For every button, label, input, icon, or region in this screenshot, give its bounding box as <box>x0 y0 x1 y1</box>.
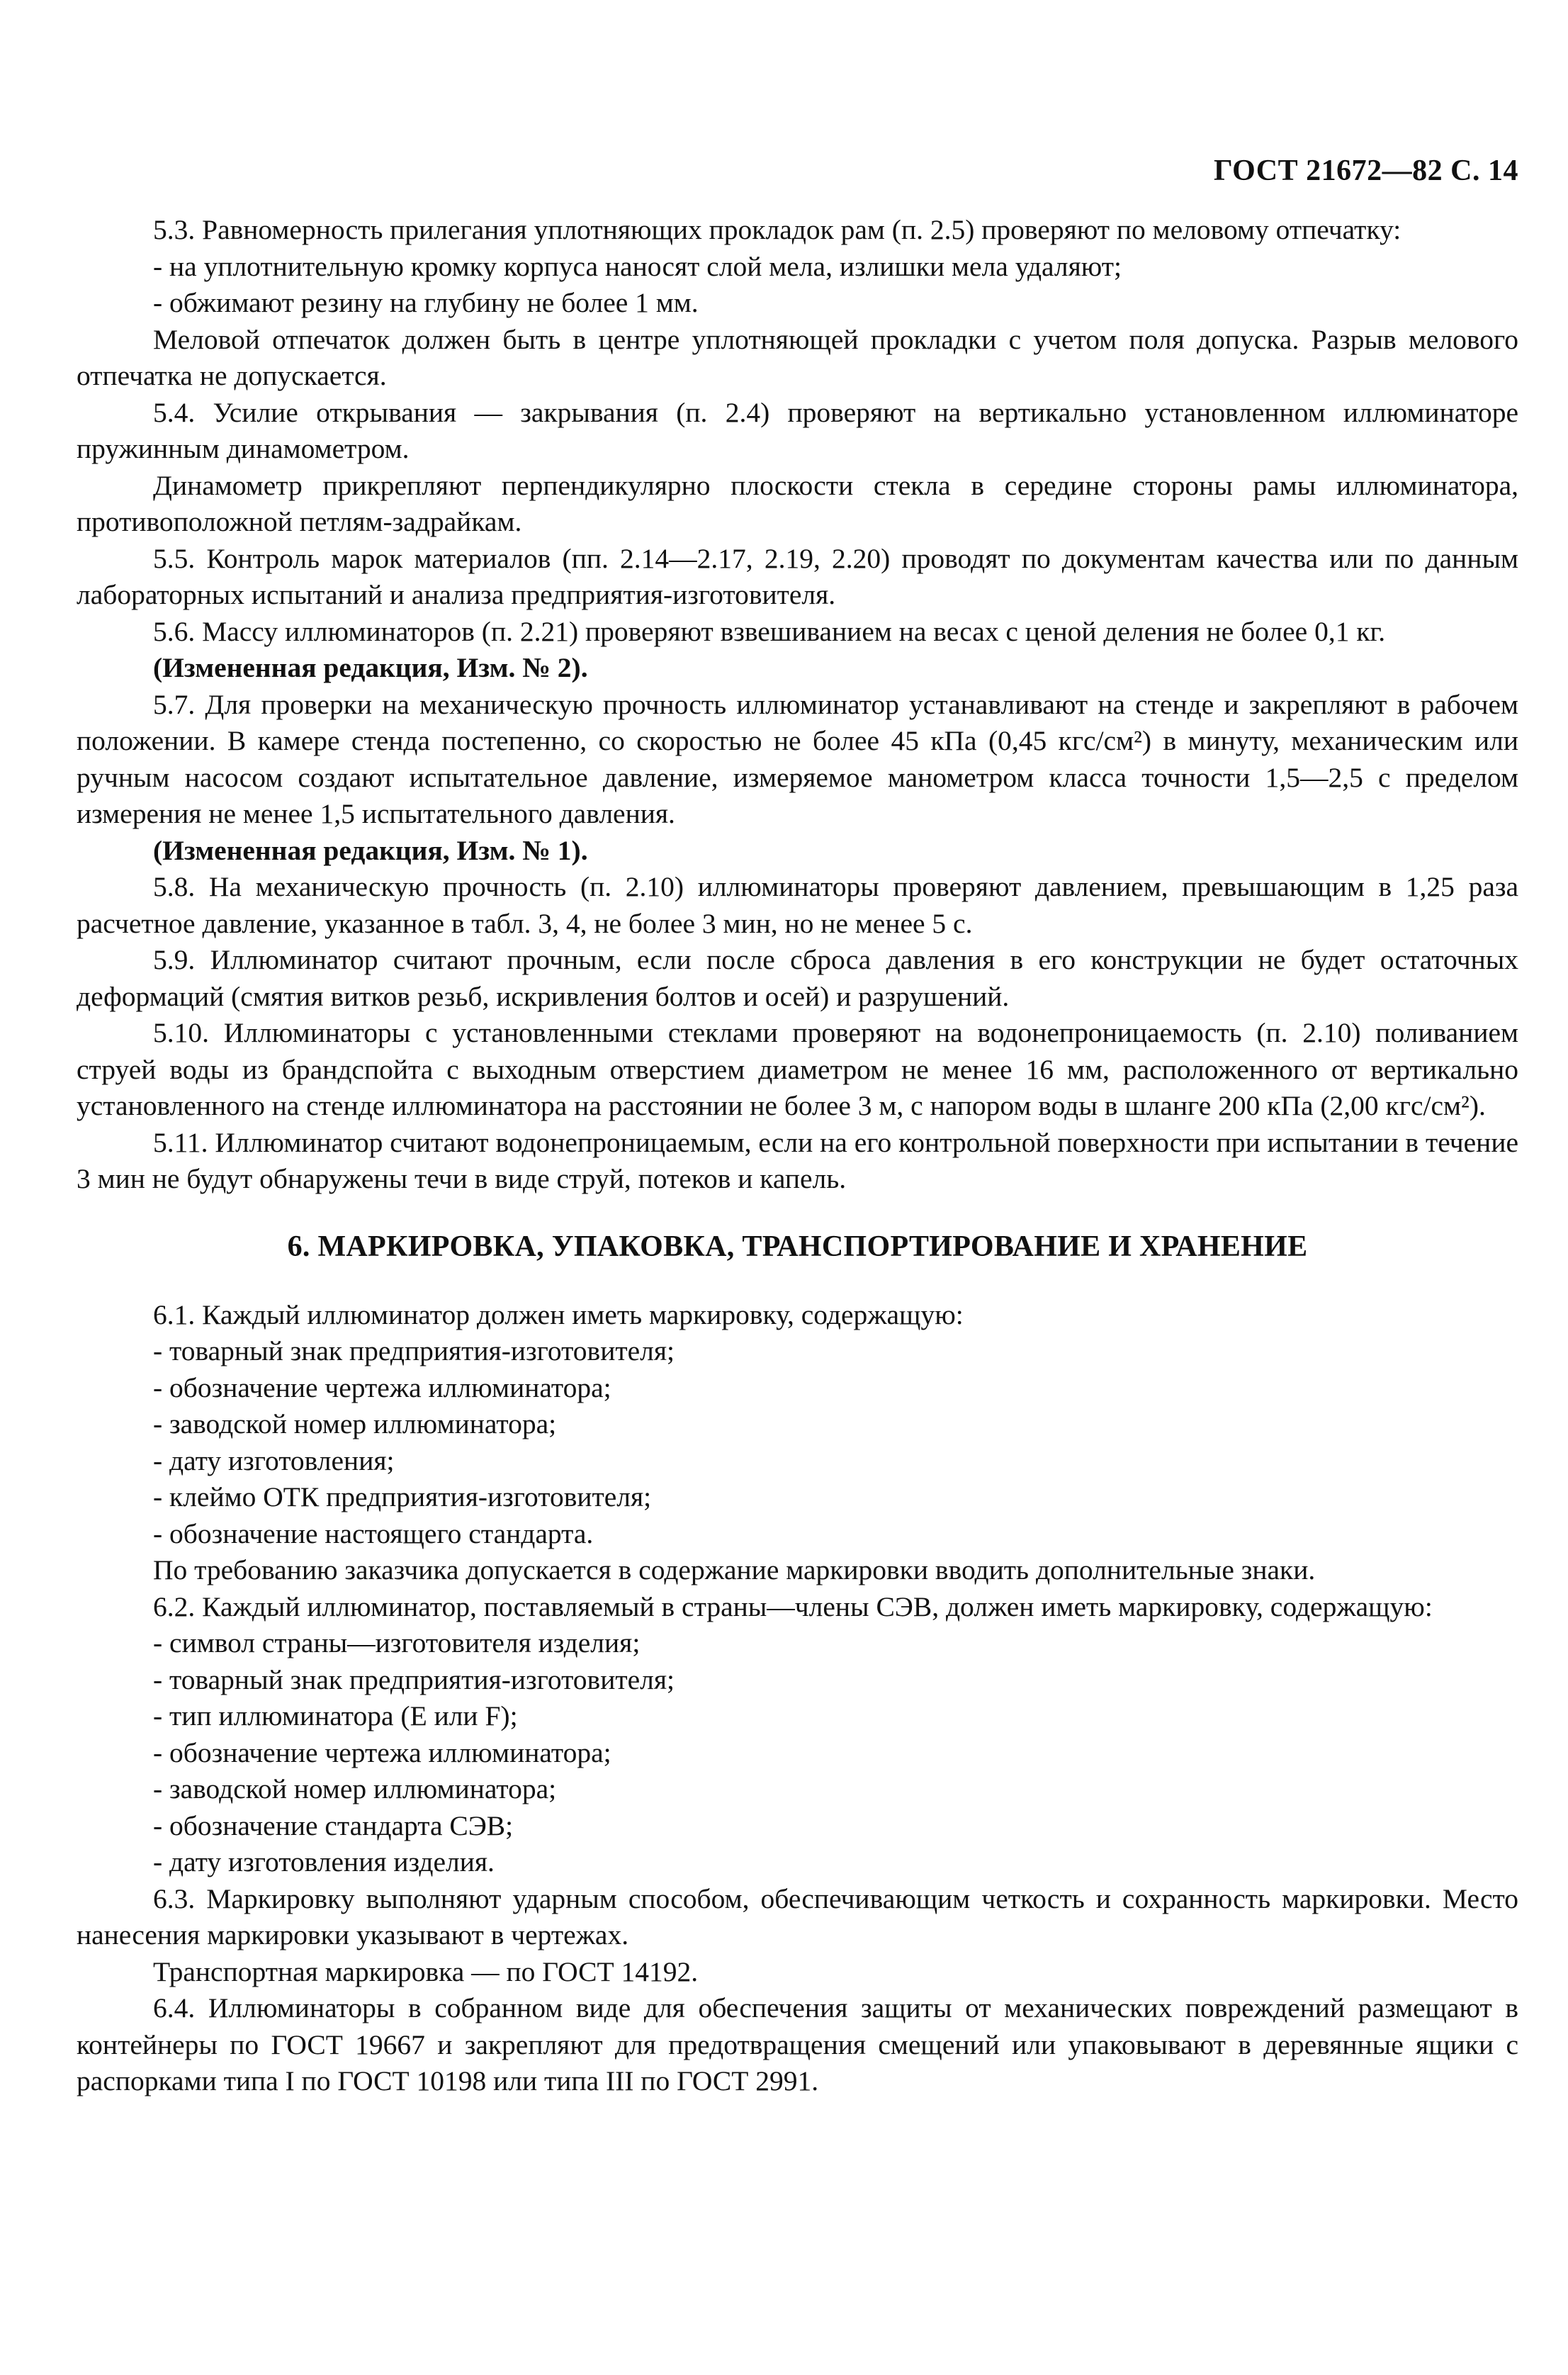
list-item: - символ страны—изготовителя изделия; <box>153 1627 641 1658</box>
document-page <box>77 152 1518 2100</box>
list-item: - дату изготовления изделия. <box>153 1846 495 1877</box>
page-header: ГОСТ 21672—82 С. 14 <box>1213 155 1518 187</box>
section-5-body <box>77 212 1518 1198</box>
list-item: - обозначение стандарта СЭВ; <box>153 1809 514 1841</box>
amendment-note: (Измененная редакция, Изм. № 1). <box>153 834 588 866</box>
paragraph-5-9: 5.9. Иллюминатор считают прочным, если после сброса давления в его конструкции не будет остаточных деформаций (смятия витков резьб, искривления болтов и осей) и разрушений. <box>77 944 1518 1012</box>
amendment-note: (Измененная редакция, Изм. № 2). <box>153 652 588 683</box>
paragraph-6-2: 6.2. Каждый иллюминатор, поставляемый в страны—члены СЭВ, должен иметь маркировку, содержащую: <box>153 1590 1433 1622</box>
list-item: - заводской номер иллюминатора; <box>153 1408 557 1439</box>
paragraph-5-6: 5.6. Массу иллюминаторов (п. 2.21) проверяют взвешиванием на весах с ценой деления не более 0,1 кг. <box>153 615 1386 647</box>
paragraph-5-8: 5.8. На механическую прочность (п. 2.10) иллюминаторы проверяют давлением, превышающим в 1,25 раза расчетное давление, указанное в табл. 3, 4, не более 3 мин, но не менее 5 с. <box>77 871 1518 939</box>
paragraph-6-4: 6.4. Иллюминаторы в собранном виде для обеспечения защиты от механических повреждений размещают в контейнеры по ГОСТ 19667 и закрепляют для предотвращения смещений или упаковывают в деревянные ящики с распорками типа I по ГОСТ 10198 или типа III по ГОСТ 2991. <box>77 1992 1518 2096</box>
paragraph: Транспортная маркировка — по ГОСТ 14192. <box>153 1955 699 1987</box>
list-item: - на уплотнительную кромку корпуса наносят слой мела, излишки мела удаляют; <box>153 250 1122 282</box>
paragraph-5-10: 5.10. Иллюминаторы с установленными стеклами проверяют на водонепроницаемость (п. 2.10) поливанием струей воды из брандспойта с выходным отверстием диаметром не менее 16 мм, расположенного от вертикально установленного на стенде иллюминатора на расстоянии не более 3 м, с напором воды в шланге 200 кПа (2,00 кгс/см²). <box>77 1017 1518 1121</box>
paragraph-5-7: 5.7. Для проверки на механическую прочность иллюминатор устанавливают на стенде и закрепляют в рабочем положении. В камере стенда постепенно, со скоростью не более 45 кПа (0,45 кгс/см²) в минуту, механическим или ручным насосом создают испытательное давление, измеряемое манометром класса точности 1,5—2,5 с пределом измерения не менее 1,5 испытательного давления. <box>77 688 1518 829</box>
list-item: - обжимают резину на глубину не более 1 мм. <box>153 287 699 318</box>
paragraph-6-1: 6.1. Каждый иллюминатор должен иметь маркировку, содержащую: <box>153 1298 964 1330</box>
list-item: - товарный знак предприятия-изготовителя; <box>153 1335 675 1366</box>
paragraph-5-4: 5.4. Усилие открывания — закрывания (п. 2.4) проверяют на вертикально установленном иллюминаторе пружинным динамометром. <box>77 396 1518 464</box>
paragraph-6-3: 6.3. Маркировку выполняют ударным способом, обеспечивающим четкость и сохранность маркировки. Место нанесения маркировки указывают в чертежах. <box>77 1882 1518 1950</box>
paragraph-5-3: 5.3. Равномерность прилегания уплотняющих прокладок рам (п. 2.5) проверяют по меловому отпечатку: <box>153 214 1401 245</box>
paragraph-5-11: 5.11. Иллюминатор считают водонепроницаемым, если на его контрольной поверхности при испытании в течение 3 мин не будут обнаружены течи в виде струй, потеков и капель. <box>77 1126 1518 1194</box>
list-item: - обозначение чертежа иллюминатора; <box>153 1371 611 1403</box>
list-item: - заводской номер иллюминатора; <box>153 1773 557 1804</box>
list-item: - обозначение чертежа иллюминатора; <box>153 1736 611 1768</box>
list-item: - тип иллюминатора (E или F); <box>153 1700 518 1731</box>
list-item: - товарный знак предприятия-изготовителя; <box>153 1663 675 1695</box>
list-item: - обозначение настоящего стандарта. <box>153 1517 594 1549</box>
list-item: - клеймо ОТК предприятия-изготовителя; <box>153 1481 652 1512</box>
paragraph-5-5: 5.5. Контроль марок материалов (пп. 2.14—2.17, 2.19, 2.20) проводят по документам качества или по данным лабораторных испытаний и анализа предприятия-изготовителя. <box>77 542 1518 610</box>
list-item: - дату изготовления; <box>153 1444 395 1476</box>
section-6-heading: 6. МАРКИРОВКА, УПАКОВКА, ТРАНСПОРТИРОВАНИЕ И ХРАНЕНИЕ <box>287 1230 1308 1263</box>
paragraph: Меловой отпечаток должен быть в центре уплотняющей прокладки с учетом поля допуска. Разрыв мелового отпечатка не допускается. <box>77 323 1518 391</box>
paragraph: Динамометр прикрепляют перпендикулярно плоскости стекла в середине стороны рамы иллюминатора, противоположной петлям-задрайкам. <box>77 469 1518 537</box>
paragraph: По требованию заказчика допускается в содержание маркировки вводить дополнительные знаки. <box>153 1554 1316 1585</box>
section-6-body <box>77 1297 1518 2100</box>
